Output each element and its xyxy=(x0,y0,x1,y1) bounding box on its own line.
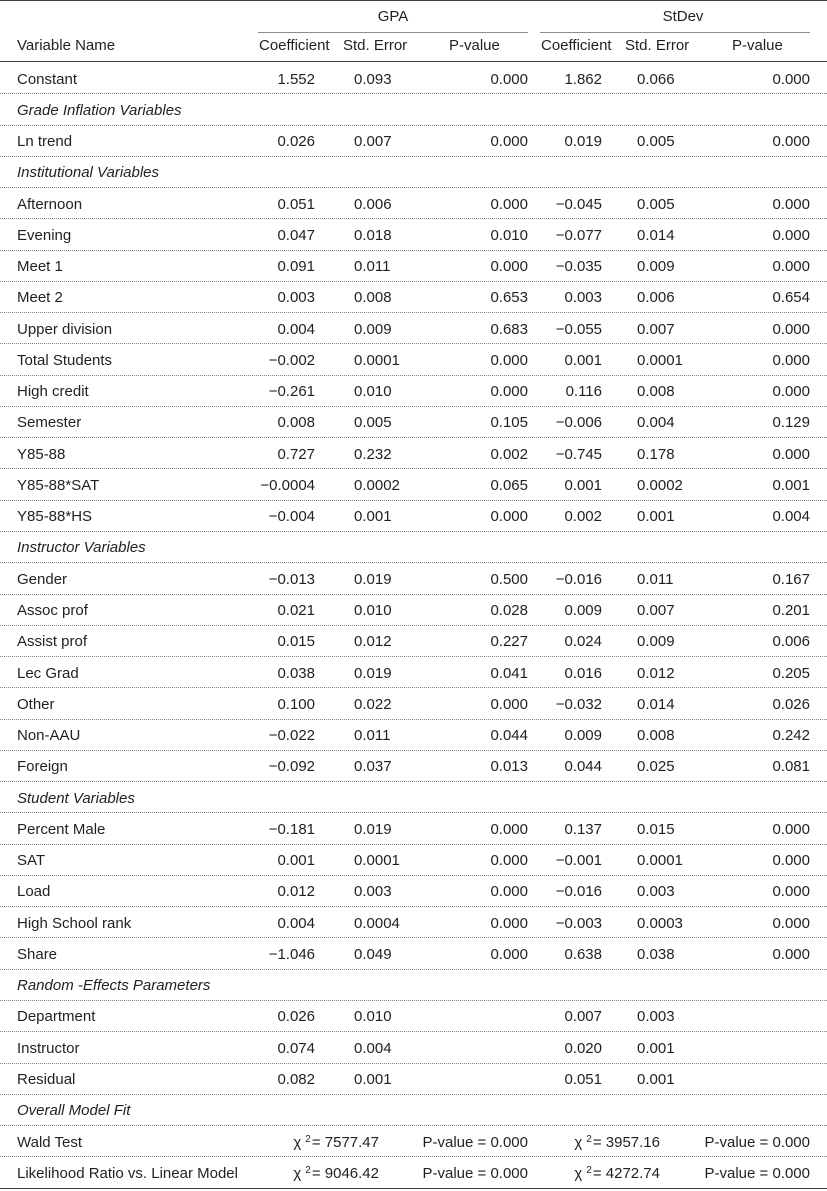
stdev-coefficient: 1.862 xyxy=(564,70,602,88)
gpa-std-error: 0.010 xyxy=(354,383,392,401)
gpa-coefficient-header: Coefficient xyxy=(259,37,330,54)
table-row xyxy=(0,563,827,594)
gpa-std-error: 0.019 xyxy=(354,664,392,682)
gpa-p-value: 0.002 xyxy=(490,445,528,463)
stdev-std-error: 0.025 xyxy=(637,758,675,776)
gpa-p-value: 0.000 xyxy=(490,695,528,713)
gpa-std-error: 0.093 xyxy=(354,70,392,88)
gpa-p-value: 0.028 xyxy=(490,602,528,620)
variable-name: Load xyxy=(17,883,51,901)
gpa-coefficient: 0.038 xyxy=(277,664,315,682)
gpa-p-value: 0.000 xyxy=(490,508,528,526)
stdev-std-error: 0.009 xyxy=(637,633,675,651)
stdev-p-value: 0.000 xyxy=(772,820,810,838)
chi-symbol: χ xyxy=(293,1133,302,1151)
stdev-std-error: 0.0001 xyxy=(637,351,683,369)
stdev-std-error: 0.005 xyxy=(637,133,675,151)
stdev-coefficient: 0.001 xyxy=(564,351,602,369)
section-title: Institutional Variables xyxy=(17,164,160,182)
stdev-coefficient: −0.055 xyxy=(555,320,602,338)
gpa-coefficient: 0.082 xyxy=(277,1071,315,1088)
gpa-std-error: 0.018 xyxy=(354,226,392,244)
chi-value: = 4272.74 xyxy=(592,1164,660,1182)
section-header-row xyxy=(0,970,827,1001)
table-row xyxy=(0,1064,827,1095)
gpa-std-error: 0.0004 xyxy=(354,914,400,932)
gpa-chi-square-stat xyxy=(293,1159,379,1191)
variable-name: High credit xyxy=(17,383,89,401)
stdev-coefficient: −0.035 xyxy=(555,258,602,276)
stdev-fit-p-value: P-value = 0.000 xyxy=(704,1164,810,1182)
table-row xyxy=(0,188,827,219)
stdev-coefficient: 0.019 xyxy=(564,133,602,151)
variable-name: Foreign xyxy=(17,758,68,776)
gpa-std-error: 0.037 xyxy=(354,758,392,776)
stdev-chi-square-stat xyxy=(574,1128,660,1160)
stdev-coefficient: 0.020 xyxy=(564,1039,602,1057)
stdev-coefficient: −0.016 xyxy=(555,883,602,901)
gpa-coefficient: 0.047 xyxy=(277,226,315,244)
table-row xyxy=(0,219,827,250)
gpa-coefficient: 0.012 xyxy=(277,883,315,901)
gpa-fit-p-value: P-value = 0.000 xyxy=(422,1164,528,1182)
gpa-std-error: 0.012 xyxy=(354,633,392,651)
variable-name: Meet 2 xyxy=(17,289,63,307)
stdev-p-value: 0.654 xyxy=(772,289,810,307)
gpa-coefficient: −0.181 xyxy=(268,820,315,838)
gpa-p-value: 0.683 xyxy=(490,320,528,338)
variable-name: Percent Male xyxy=(17,820,106,838)
gpa-std-error-header: Std. Error xyxy=(343,37,408,54)
gpa-coefficient: 0.021 xyxy=(277,602,315,620)
stdev-p-value: 0.000 xyxy=(772,133,810,151)
chi-value: = 7577.47 xyxy=(311,1133,379,1151)
table-row xyxy=(0,1126,827,1157)
gpa-chi-square-stat xyxy=(293,1128,379,1160)
gpa-coefficient: 0.091 xyxy=(277,258,315,276)
gpa-std-error: 0.006 xyxy=(354,195,392,213)
stdev-group-header: StDev xyxy=(662,8,704,25)
stdev-p-value: 0.000 xyxy=(772,914,810,932)
gpa-coefficient: −1.046 xyxy=(268,945,315,963)
stdev-std-error: 0.004 xyxy=(637,414,675,432)
variable-name: Constant xyxy=(17,70,78,88)
stdev-p-value: 0.129 xyxy=(772,414,810,432)
stdev-coefficient: −0.045 xyxy=(555,195,602,213)
stdev-std-error: 0.066 xyxy=(637,70,675,88)
gpa-coefficient: 0.051 xyxy=(277,195,315,213)
table-row xyxy=(0,1032,827,1063)
stdev-p-value: 0.201 xyxy=(772,602,810,620)
gpa-p-value: 0.013 xyxy=(490,758,528,776)
stdev-p-value: 0.167 xyxy=(772,570,810,588)
variable-name: Instructor xyxy=(17,1039,80,1057)
stdev-std-error: 0.014 xyxy=(637,226,675,244)
table-row xyxy=(0,876,827,907)
gpa-coefficient: −0.092 xyxy=(268,758,315,776)
stdev-coefficient: 0.007 xyxy=(564,1008,602,1026)
gpa-std-error: 0.007 xyxy=(354,133,392,151)
stdev-coefficient: 0.002 xyxy=(564,508,602,526)
stdev-p-value: 0.004 xyxy=(772,508,810,526)
table-row xyxy=(0,720,827,751)
gpa-coefficient: 0.003 xyxy=(277,289,315,307)
stdev-coefficient: −0.003 xyxy=(555,914,602,932)
table-row xyxy=(0,313,827,344)
stdev-p-value: 0.001 xyxy=(772,476,810,494)
table-top-rule xyxy=(0,0,827,1)
gpa-coefficient: 0.015 xyxy=(277,633,315,651)
header-bottom-rule xyxy=(0,61,827,62)
stdev-p-value: 0.000 xyxy=(772,320,810,338)
stdev-p-value-header: P-value xyxy=(732,37,783,54)
gpa-std-error: 0.022 xyxy=(354,695,392,713)
gpa-std-error: 0.011 xyxy=(354,258,391,276)
table-row xyxy=(0,813,827,844)
table-row xyxy=(0,938,827,969)
table-row xyxy=(0,907,827,938)
gpa-p-value: 0.000 xyxy=(490,351,528,369)
chi-superscript: 2 xyxy=(586,1133,592,1145)
stdev-std-error: 0.0003 xyxy=(637,914,683,932)
stdev-std-error: 0.003 xyxy=(637,1008,675,1026)
chi-value: = 9046.42 xyxy=(311,1164,379,1182)
variable-name: Non-AAU xyxy=(17,727,81,745)
gpa-coefficient: 0.026 xyxy=(277,133,315,151)
table-row xyxy=(0,251,827,282)
table-row xyxy=(0,63,827,94)
section-header-row xyxy=(0,157,827,188)
gpa-p-value: 0.041 xyxy=(490,664,528,682)
stdev-std-error: 0.008 xyxy=(637,383,675,401)
stdev-std-error: 0.0002 xyxy=(637,476,683,494)
chi-symbol: χ xyxy=(574,1164,583,1182)
stdev-p-value: 0.000 xyxy=(772,258,810,276)
stdev-p-value: 0.205 xyxy=(772,664,810,682)
gpa-p-value: 0.000 xyxy=(490,883,528,901)
stdev-p-value: 0.006 xyxy=(772,633,810,651)
stdev-coefficient: −0.077 xyxy=(555,226,602,244)
gpa-std-error: 0.0001 xyxy=(354,852,400,870)
stdev-std-error: 0.015 xyxy=(637,820,675,838)
stdev-group-rule xyxy=(540,32,810,33)
stdev-std-error: 0.0001 xyxy=(637,852,683,870)
stdev-coefficient: 0.003 xyxy=(564,289,602,307)
stdev-coefficient: 0.009 xyxy=(564,727,602,745)
table-row xyxy=(0,126,827,157)
gpa-p-value: 0.000 xyxy=(490,195,528,213)
stdev-coefficient: 0.001 xyxy=(564,476,602,494)
variable-name: Upper division xyxy=(17,320,113,338)
gpa-std-error: 0.001 xyxy=(354,1071,392,1088)
stdev-p-value: 0.000 xyxy=(772,852,810,870)
variable-name: Afternoon xyxy=(17,195,83,213)
variable-name: Wald Test xyxy=(17,1133,83,1151)
gpa-coefficient: −0.261 xyxy=(268,383,315,401)
variable-name: High School rank xyxy=(17,914,132,932)
gpa-std-error: 0.001 xyxy=(354,508,392,526)
stdev-std-error: 0.001 xyxy=(637,508,675,526)
stdev-std-error: 0.001 xyxy=(637,1039,675,1057)
chi-superscript: 2 xyxy=(586,1164,592,1176)
variable-name: Y85-88 xyxy=(17,445,66,463)
gpa-std-error: 0.232 xyxy=(354,445,392,463)
stdev-coefficient: −0.006 xyxy=(555,414,602,432)
stdev-std-error: 0.011 xyxy=(637,570,674,588)
variable-name: Total Students xyxy=(17,351,113,369)
table-row xyxy=(0,501,827,532)
variable-name: Y85-88*HS xyxy=(17,508,93,526)
variable-name: Assoc prof xyxy=(17,602,88,620)
gpa-std-error: 0.0002 xyxy=(354,476,400,494)
gpa-coefficient: 0.004 xyxy=(277,320,315,338)
variable-name: Gender xyxy=(17,570,68,588)
gpa-p-value-header: P-value xyxy=(449,37,500,54)
stdev-p-value: 0.000 xyxy=(772,195,810,213)
gpa-std-error: 0.019 xyxy=(354,820,392,838)
gpa-coefficient: 0.100 xyxy=(277,695,315,713)
stdev-coefficient: 0.137 xyxy=(564,820,602,838)
table-body xyxy=(0,63,827,1189)
gpa-coefficient: −0.004 xyxy=(268,508,315,526)
stdev-p-value: 0.000 xyxy=(772,445,810,463)
table-row xyxy=(0,688,827,719)
gpa-coefficient: −0.0004 xyxy=(260,476,315,494)
variable-name: Meet 1 xyxy=(17,258,63,276)
table-row xyxy=(0,1001,827,1032)
gpa-std-error: 0.009 xyxy=(354,320,392,338)
table-row xyxy=(0,407,827,438)
stdev-std-error: 0.009 xyxy=(637,258,675,276)
stdev-p-value: 0.000 xyxy=(772,883,810,901)
section-title: Instructor Variables xyxy=(17,539,146,557)
variable-name: Likelihood Ratio vs. Linear Model xyxy=(17,1164,238,1182)
section-title: Grade Inflation Variables xyxy=(17,101,182,119)
gpa-p-value: 0.653 xyxy=(490,289,528,307)
gpa-p-value: 0.000 xyxy=(490,133,528,151)
stdev-std-error: 0.003 xyxy=(637,883,675,901)
section-header-row xyxy=(0,1095,827,1126)
variable-name: SAT xyxy=(17,852,46,870)
gpa-coefficient: 1.552 xyxy=(277,70,315,88)
stdev-std-error: 0.012 xyxy=(637,664,675,682)
gpa-p-value: 0.000 xyxy=(490,914,528,932)
gpa-p-value: 0.000 xyxy=(490,852,528,870)
gpa-coefficient: 0.727 xyxy=(277,445,315,463)
table-row xyxy=(0,845,827,876)
gpa-p-value: 0.227 xyxy=(490,633,528,651)
stdev-p-value: 0.000 xyxy=(772,70,810,88)
stdev-std-error: 0.001 xyxy=(637,1071,675,1088)
variable-name: Y85-88*SAT xyxy=(17,476,100,494)
gpa-p-value: 0.065 xyxy=(490,476,528,494)
section-header-row xyxy=(0,94,827,125)
gpa-p-value: 0.500 xyxy=(490,570,528,588)
stdev-std-error-header: Std. Error xyxy=(625,37,690,54)
stdev-coefficient: −0.032 xyxy=(555,695,602,713)
table-row xyxy=(0,438,827,469)
stdev-coefficient: 0.051 xyxy=(564,1071,602,1088)
gpa-coefficient: 0.008 xyxy=(277,414,315,432)
chi-symbol: χ xyxy=(293,1164,302,1182)
stdev-coefficient: 0.009 xyxy=(564,602,602,620)
section-title: Student Variables xyxy=(17,789,135,807)
gpa-std-error: 0.049 xyxy=(354,945,392,963)
table-row xyxy=(0,344,827,375)
table-row xyxy=(0,751,827,782)
stdev-std-error: 0.007 xyxy=(637,602,675,620)
gpa-group-header: GPA xyxy=(377,8,409,25)
gpa-coefficient: 0.004 xyxy=(277,914,315,932)
stdev-coefficient: −0.001 xyxy=(555,852,602,870)
stdev-chi-square-stat xyxy=(574,1159,660,1191)
variable-name: Evening xyxy=(17,226,72,244)
section-title: Overall Model Fit xyxy=(17,1102,131,1120)
gpa-std-error: 0.010 xyxy=(354,602,392,620)
gpa-p-value: 0.000 xyxy=(490,383,528,401)
stdev-std-error: 0.178 xyxy=(637,445,675,463)
stdev-p-value: 0.000 xyxy=(772,945,810,963)
chi-superscript: 2 xyxy=(305,1164,311,1176)
gpa-coefficient: −0.022 xyxy=(268,727,315,745)
stdev-coefficient: 0.116 xyxy=(565,383,602,401)
variable-name: Lec Grad xyxy=(17,664,79,682)
variable-name: Ln trend xyxy=(17,133,73,151)
gpa-p-value: 0.000 xyxy=(490,258,528,276)
stdev-p-value: 0.242 xyxy=(772,727,810,745)
stdev-coefficient: −0.016 xyxy=(555,570,602,588)
gpa-group-rule xyxy=(258,32,528,33)
gpa-std-error: 0.004 xyxy=(354,1039,392,1057)
stdev-coefficient: 0.044 xyxy=(564,758,602,776)
variable-name: Other xyxy=(17,695,55,713)
variable-name: Residual xyxy=(17,1071,76,1088)
section-header-row xyxy=(0,532,827,563)
gpa-coefficient: 0.026 xyxy=(277,1008,315,1026)
variable-name: Department xyxy=(17,1008,96,1026)
gpa-p-value: 0.044 xyxy=(490,727,528,745)
stdev-p-value: 0.000 xyxy=(772,226,810,244)
table-row xyxy=(0,595,827,626)
stdev-std-error: 0.008 xyxy=(637,727,675,745)
gpa-p-value: 0.010 xyxy=(490,226,528,244)
stdev-coefficient: 0.638 xyxy=(564,945,602,963)
stdev-coefficient: 0.024 xyxy=(564,633,602,651)
stdev-coefficient-header: Coefficient xyxy=(541,37,612,54)
gpa-coefficient: −0.013 xyxy=(268,570,315,588)
stdev-std-error: 0.038 xyxy=(637,945,675,963)
gpa-coefficient: 0.074 xyxy=(277,1039,315,1057)
stdev-coefficient: 0.016 xyxy=(564,664,602,682)
gpa-fit-p-value: P-value = 0.000 xyxy=(422,1133,528,1151)
table-row xyxy=(0,1157,827,1188)
gpa-coefficient: −0.002 xyxy=(268,351,315,369)
variable-name: Share xyxy=(17,945,58,963)
stdev-fit-p-value: P-value = 0.000 xyxy=(704,1133,810,1151)
gpa-std-error: 0.011 xyxy=(354,727,391,745)
gpa-coefficient: 0.001 xyxy=(277,852,315,870)
chi-value: = 3957.16 xyxy=(592,1133,660,1151)
gpa-std-error: 0.005 xyxy=(354,414,392,432)
stdev-std-error: 0.005 xyxy=(637,195,675,213)
stdev-coefficient: −0.745 xyxy=(555,445,602,463)
gpa-p-value: 0.105 xyxy=(490,414,528,432)
stdev-std-error: 0.014 xyxy=(637,695,675,713)
chi-superscript: 2 xyxy=(305,1133,311,1145)
table-row xyxy=(0,626,827,657)
table-row xyxy=(0,376,827,407)
gpa-std-error: 0.008 xyxy=(354,289,392,307)
stdev-p-value: 0.000 xyxy=(772,351,810,369)
variable-name-header: Variable Name xyxy=(17,37,116,54)
gpa-p-value: 0.000 xyxy=(490,945,528,963)
table-row xyxy=(0,469,827,500)
variable-name: Semester xyxy=(17,414,82,432)
gpa-p-value: 0.000 xyxy=(490,70,528,88)
stdev-p-value: 0.000 xyxy=(772,383,810,401)
gpa-p-value: 0.000 xyxy=(490,820,528,838)
gpa-std-error: 0.010 xyxy=(354,1008,392,1026)
gpa-std-error: 0.019 xyxy=(354,570,392,588)
variable-name: Assist prof xyxy=(17,633,88,651)
section-header-row xyxy=(0,782,827,813)
gpa-std-error: 0.0001 xyxy=(354,351,400,369)
stdev-std-error: 0.007 xyxy=(637,320,675,338)
stdev-p-value: 0.081 xyxy=(772,758,810,776)
table-row xyxy=(0,282,827,313)
chi-symbol: χ xyxy=(574,1133,583,1151)
stdev-p-value: 0.026 xyxy=(772,695,810,713)
gpa-std-error: 0.003 xyxy=(354,883,392,901)
stdev-std-error: 0.006 xyxy=(637,289,675,307)
table-row xyxy=(0,657,827,688)
section-title: Random -Effects Parameters xyxy=(17,977,211,995)
